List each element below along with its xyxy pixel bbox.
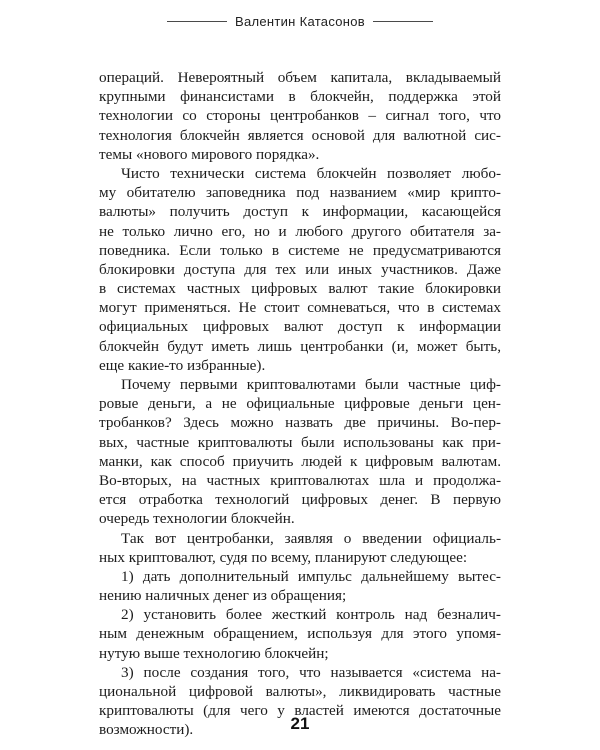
paragraph <box>99 68 501 164</box>
text-line: ных криптовалют, судя по всему, планируют следующее: <box>99 548 468 566</box>
text-line: Так вот центробанки, заявляя о введении официаль- <box>121 529 501 547</box>
text-line: операций. Невероятный объем капитала, вкладываемый <box>99 69 501 86</box>
text-line: технологии со стороны центробанков – сигнал того, что <box>99 107 501 125</box>
text-line: му обитателю заповедника под названием «мир крипто- <box>99 184 501 202</box>
text-line: вых, частные криптовалюты были использованы как при- <box>99 433 501 451</box>
paragraph <box>99 529 501 567</box>
header-right-rule <box>373 21 433 22</box>
text-line: нутую выше технологию блокчейн; <box>99 644 329 662</box>
paragraph <box>99 164 501 375</box>
text-line: нению наличных денег из обращения; <box>99 587 347 605</box>
text-line: 3) после создания того, что называется «система на- <box>121 663 501 681</box>
text-line: технология блокчейн является основой для валютной сис- <box>99 126 501 144</box>
text-line: еще какие-то избранные). <box>99 356 266 374</box>
text-line: в системах частных цифровых валют такие блокировки <box>99 280 501 298</box>
text-line: возможности). <box>99 721 194 739</box>
text-line: Почему первыми криптовалютами были частные циф- <box>121 376 501 393</box>
text-line: поведника. Если только в системе не предусматриваются <box>99 241 501 259</box>
text-line: циональной цифровой валюты», ликвидировать частные <box>99 683 501 700</box>
text-line: крупными финансистами в блокчейн, поддержка этой <box>99 88 501 106</box>
paragraph <box>99 605 501 663</box>
text-line: криптовалюты (для чего у властей имеются достаточные <box>99 702 501 720</box>
text-line: 2) установить более жесткий контроль над безналич- <box>121 606 501 624</box>
text-line: блокировки доступа для тех или иных участников. Даже <box>99 260 501 278</box>
text-line: тробанков? Здесь можно назвать две причины. Во-пер- <box>99 414 501 432</box>
text-line: блокчейн будут иметь лишь центробанки (и, может быть, <box>99 337 501 355</box>
text-line: манки, как способ приучить людей к цифровым валютам. <box>99 452 501 470</box>
text-line: не только лично его, но и любого другого обитателя за- <box>99 222 501 240</box>
header-left-rule <box>167 21 227 22</box>
text-line: ровые деньги, а не официальные цифровые деньги цен- <box>99 395 501 413</box>
text-line: 1) дать дополнительный импульс дальнейшему вытес- <box>121 567 501 585</box>
text-line: ным денежным обращением, используя для этого упомя- <box>99 625 501 643</box>
text-line: валюты» получить доступ к информации, касающейся <box>99 203 501 221</box>
text-line: темы «нового мирового порядка». <box>99 145 320 163</box>
body-text <box>99 68 501 740</box>
paragraph <box>99 567 501 605</box>
running-header <box>0 10 600 32</box>
text-line: официальных цифровых валют доступ к информации <box>99 318 501 336</box>
text-line: Во-вторых, на частных криптовалютах шла и продолжа- <box>99 471 501 489</box>
page-number: 21 <box>290 714 310 733</box>
text-line: Чисто технически система блокчейн позволяет любо- <box>121 164 501 182</box>
text-line: могут применяться. Не стоит сомневаться, что в системах <box>99 299 501 317</box>
text-line: очередь технологии блокчейн. <box>99 510 295 528</box>
header-author-name: Валентин Катасонов <box>234 13 366 29</box>
paragraph <box>99 375 501 529</box>
text-line: ется отработка технологий цифровых денег. В первую <box>99 491 501 509</box>
